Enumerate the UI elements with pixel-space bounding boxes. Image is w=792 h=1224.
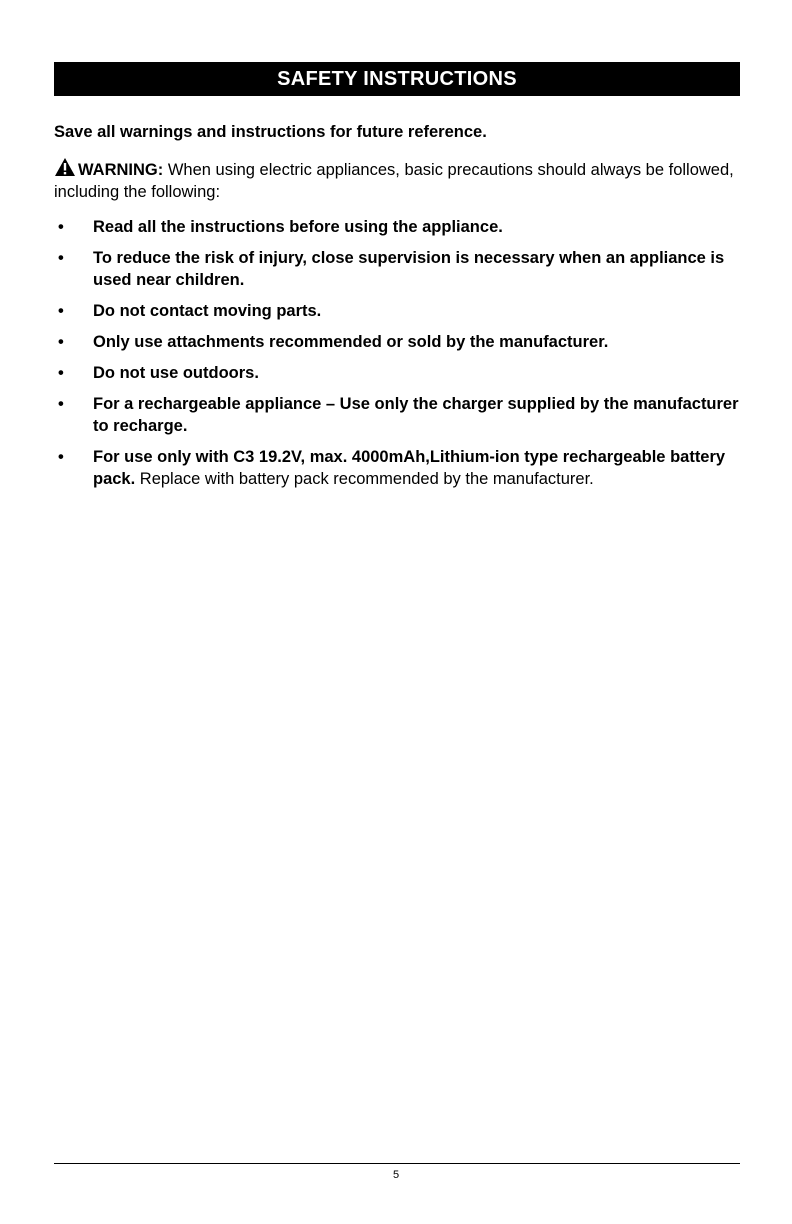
instruction-text: Do not use outdoors.	[93, 364, 259, 382]
list-item	[54, 331, 740, 353]
save-instructions-note: Save all warnings and instructions for future reference.	[54, 123, 487, 141]
instruction-text: Read all the instructions before using the appliance.	[93, 218, 503, 236]
instruction-text: For a rechargeable appliance – Use only the charger supplied by the manufacturer to recharge.	[93, 395, 739, 435]
instruction-note: Replace with battery pack recommended by the manufacturer.	[135, 470, 594, 488]
instruction-text: For use only with C3 19.2V, max. 4000mAh,Lithium-ion type rechargeable battery pack.	[93, 448, 726, 488]
list-item	[54, 362, 740, 384]
footer-divider	[54, 1163, 740, 1164]
warning-text: When using electric appliances, basic precautions should always be followed, including the following:	[54, 161, 734, 201]
bullet-icon: •	[58, 302, 64, 320]
bullet-icon: •	[58, 333, 64, 351]
bullet-icon: •	[58, 395, 64, 413]
list-item	[54, 300, 740, 322]
list-item	[54, 216, 740, 238]
list-item	[54, 393, 740, 437]
bullet-icon: •	[58, 218, 64, 236]
instruction-text: Do not contact moving parts.	[93, 302, 322, 320]
warning-paragraph	[54, 157, 740, 203]
page-number: 5	[392, 1169, 400, 1181]
section-title: SAFETY INSTRUCTIONS	[54, 62, 740, 96]
instruction-text: To reduce the risk of injury, close supervision is necessary when an appliance is used near children.	[93, 249, 725, 289]
instruction-text: Only use attachments recommended or sold by the manufacturer.	[93, 333, 609, 351]
list-item	[54, 446, 740, 490]
warning-triangle-icon	[54, 157, 76, 177]
bullet-icon: •	[58, 249, 64, 267]
bullet-icon: •	[58, 448, 64, 466]
list-item	[54, 247, 740, 291]
safety-instruction-list	[54, 216, 740, 499]
warning-label: WARNING:	[78, 161, 164, 179]
bullet-icon: •	[58, 364, 64, 382]
